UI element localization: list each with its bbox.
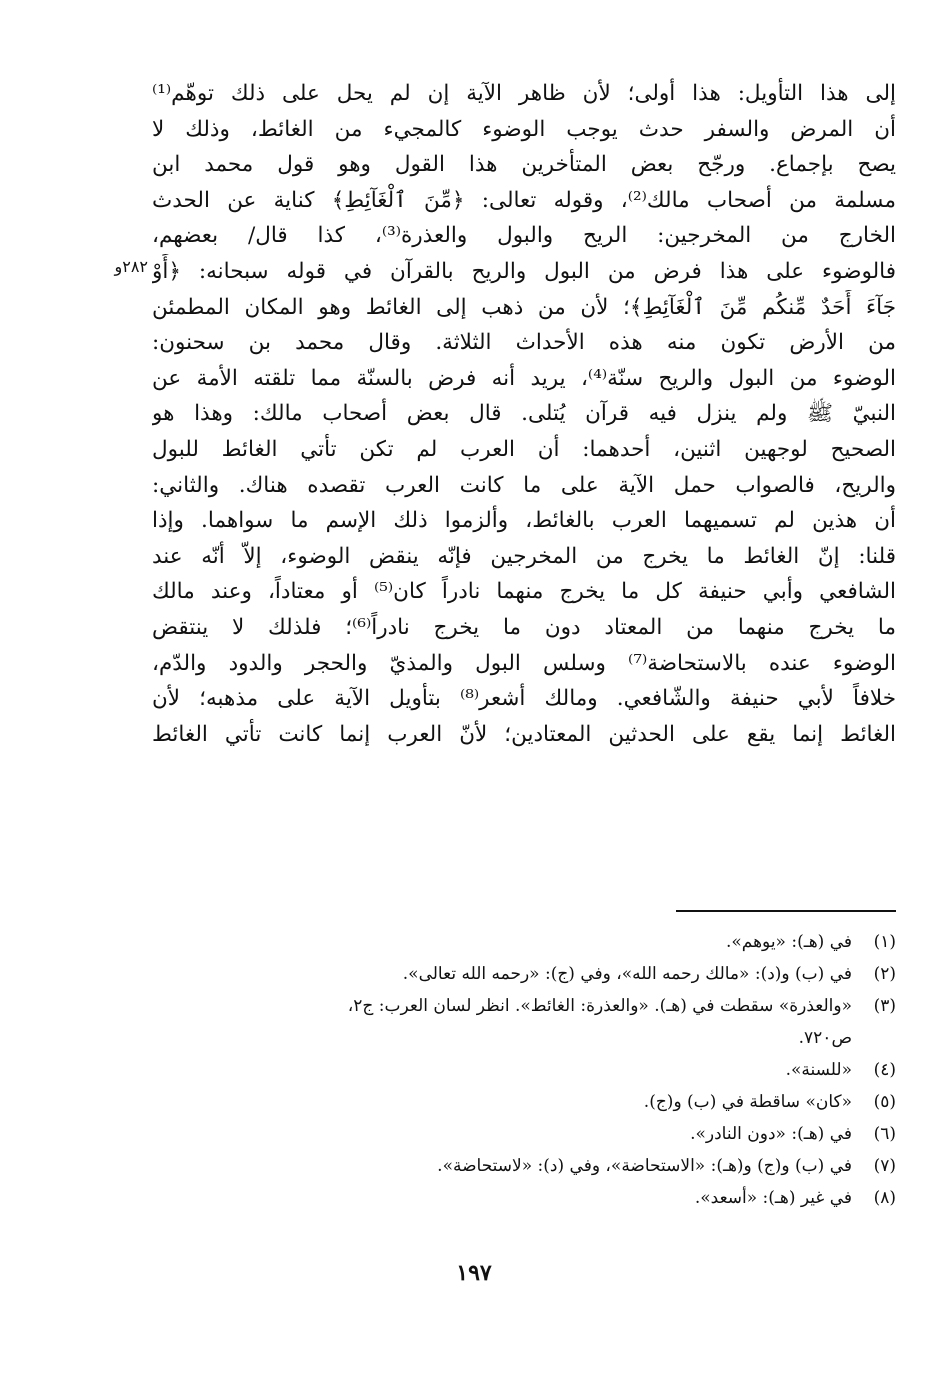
footnote-number: (٨): [873, 1188, 896, 1208]
footnote-number: (٢): [873, 964, 896, 984]
footnote-text: «كان» ساقطة في (ب) و(ج).: [643, 1092, 852, 1112]
footnote-item: [152, 1150, 896, 1182]
footnote-item: [152, 926, 896, 958]
footnote-item: [152, 1054, 896, 1086]
footnote-continuation: ص٧٢٠.: [798, 1028, 852, 1048]
footnote-text: في (هـ): «دون النادر».: [690, 1124, 852, 1144]
footnote-text: في (ب) و(ج) و(هـ): «الاستحاضة»، وفي (د): «لاستحاضة».: [437, 1156, 852, 1176]
text-line: فالوضوء على هذا فرض من البول والريح بالقرآن في قوله سبحانه: ﴿أَوْ: [152, 258, 896, 284]
text-line: والريح، فالصواب حمل الآية على ما كانت العرب تقصده هناك. والثاني:: [152, 472, 896, 498]
footnote-item: [152, 990, 896, 1022]
footnote-item: [152, 1086, 896, 1118]
text-line: أن هذين لم تسميهما العرب بالغائط، وألزموا ذلك الإسم ما سواهما. وإذا: [152, 508, 896, 534]
text-line: الخارج من المخرجين: الريح والبول والعذرة⁽³⁾، كذا قال/ بعضهم،: [152, 223, 896, 249]
footnote-number: (٤): [873, 1060, 896, 1080]
text-line: جَآءَ أَحَدٌ مِّنكُم مِّنَ ٱلْغَآئِطِ﴾؛ لأن من ذهب إلى الغائط وهو المكان المطمئن: [152, 294, 896, 320]
text-line: الوضوء من البول والريح سنّة⁽⁴⁾، يريد أنه فرض بالسنّة مما تلقته الأمة عن: [152, 365, 896, 391]
footnote-number: (٥): [873, 1092, 896, 1112]
footnote-divider: [676, 910, 896, 912]
text-line: من الأرض تكون منه هذه الأحداث الثلاثة. وقال محمد بن سحنون:: [152, 330, 896, 356]
footnote-item: [152, 958, 896, 990]
footnote-text: «والعذرة» سقطت في (هـ). «والعذرة: الغائط». انظر لسان العرب: ج٢،: [347, 996, 852, 1016]
text-line: قلنا: إنّ الغائط ما يخرج من المخرجين فإنّه ينقض الوضوء، إلاّ أنّه عند: [152, 543, 896, 569]
footnote-text: في (ب) و(د): «مالك رحمه الله»، وفي (ج): «رحمه الله تعالى».: [402, 964, 852, 984]
manuscript-folio-marker: ٢٨٢و: [114, 257, 148, 276]
footnotes-block: [152, 926, 896, 1214]
text-line: الوضوء عنده بالاستحاضة⁽⁷⁾ وسلس البول والمذيّ والحجر والدود والدّم،: [152, 650, 896, 676]
text-line: الشافعي وأبي حنيفة كل ما يخرج منهما نادراً كان⁽⁵⁾ أو معتاداً، وعند مالك: [152, 579, 896, 605]
text-line: الصحيح لوجهين اثنين، أحدهما: أن العرب لم تكن تأتي الغائط للبول: [152, 436, 896, 462]
text-line: الغائط إنما يقع على الحدثين المعتادين؛ لأنّ العرب إنما كانت تأتي الغائط: [152, 721, 896, 747]
footnote-number: (١): [873, 932, 896, 952]
footnote-number: (٧): [873, 1156, 896, 1176]
text-line: خلافاً لأبي حنيفة والشّافعي. ومالك أشعر⁽⁸⁾ بتأويل الآية على مذهبه؛ لأن: [152, 686, 896, 712]
main-text-block: [152, 76, 896, 752]
text-line: مسلمة من أصحاب مالك⁽²⁾، وقوله تعالى: ﴿مِّنَ ٱلْغَآئِطِ﴾ كناية عن الحدث: [152, 187, 896, 213]
text-line: أن المرض والسفر حدث يوجب الوضوء كالمجيء من الغائط، وذلك لا: [152, 116, 896, 142]
footnote-text: في (هـ): «يوهم».: [725, 932, 852, 952]
footnote-item: [152, 1118, 896, 1150]
page-number: ١٩٧: [456, 1260, 492, 1286]
text-line: يصح بإجماع. ورجّح بعض المتأخرين هذا القول وهو قول محمد ابن: [152, 152, 896, 178]
footnote-number: (٦): [873, 1124, 896, 1144]
footnote-text: في غير (هـ): «أسعد».: [694, 1188, 852, 1208]
text-line: إلى هذا التأويل: هذا أولى؛ لأن ظاهر الآية إن لم يحل على ذلك توهّم⁽¹⁾: [152, 81, 896, 106]
footnote-item: [152, 1182, 896, 1214]
footnote-number: (٣): [873, 996, 896, 1016]
text-line: ما يخرج منهما من المعتاد دون ما يخرج نادراً⁽⁶⁾؛ فلذلك لا ينتقض: [152, 614, 896, 640]
footnote-text: «للسنة».: [785, 1060, 852, 1080]
text-line: النبيّ ﷺ ولم ينزل فيه قرآن يُتلى. قال بعض أصحاب مالك: وهذا هو: [152, 401, 896, 427]
